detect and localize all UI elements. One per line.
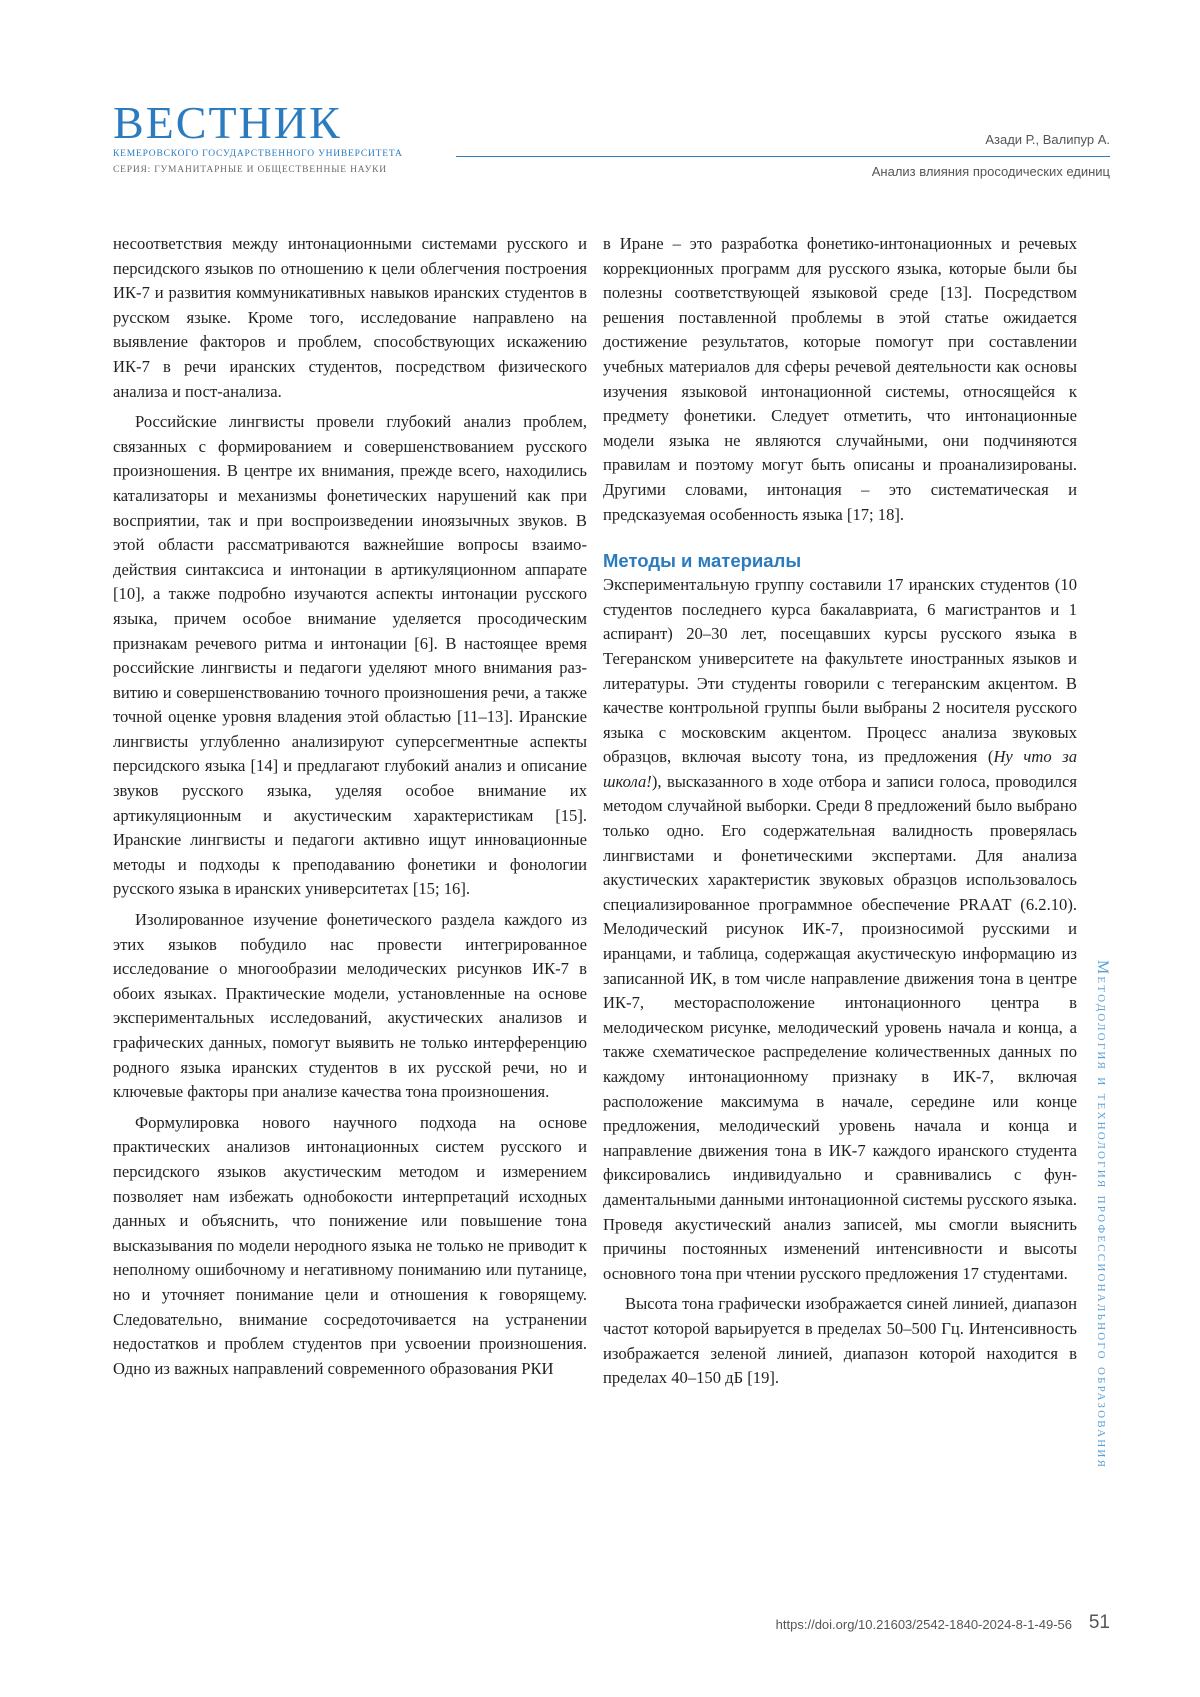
paragraph: Формулировка нового научного подхода на основе практических анализов интонационных систем русского и персидского языков акустическим методом и измерением позволяет нам избежать однобокости интерпретаций исходных данных и объяснить, что понижение или повышение тона высказывания по модели неродного языка не только не приводит к неполному ошибочному и негативному пониманию или путанице, но и уточняет понимание цели и отношения к говорящему. Следовательно, внимание сосредоточивается на устранении недостатков и проблем студентов при усвоении произношения. Одно из важных направлений современного образования РКИ bbox=[113, 1112, 587, 1378]
section-heading: Методы и материалы bbox=[603, 550, 802, 572]
paragraph: несоответствия между интонационными системами русского и персидского языков по отношению к цели облегчения построения ИК-7 и развития коммуникативных навыков иранских студентов в русском языке. Кроме того, исследование направлено на выявление факторов и проблем, способствующих искажению ИК-7 в речи иранских студентов, посредством физического анализа и пост-анализа. bbox=[113, 234, 587, 401]
running-head-authors: Азади Р., Валипур А. bbox=[985, 132, 1110, 147]
doi-link[interactable]: https://doi.org/10.21603/2542-1840-2024-8-1-49-56 bbox=[775, 1617, 1072, 1632]
journal-title: ВЕСТНИК bbox=[113, 97, 342, 148]
paragraph: Российские лингвисты провели глубокий анализ проблем, связанных с формированием и совершенствованием русского произношения. В центре их внимания, прежде всего, находились катализаторы и механизмы фонетических нарушений как при восприятии, так и при воспроизведении иноязычных звуков. В этой области рассматриваются важнейшие вопросы взаимодействия синтаксиса и интонации в артикуляционном аппарате [10], а также подробно изучаются аспекты интонации русского языка, причем особое внимание уделяется просодическим признакам речевого ритма и интонации [6]. В настоящее время российские лингвисты и педагоги уделяют много внимания развитию и совершенствованию точного произношения речи, а также точной оценке уровня владения этой областью [11–13]. Иранские лингвисты углубленно анализируют суперсегментные аспекты персидского языка [14] и предлагают глубокий анализ и описание звуков русского языка, уделяя особое внимание их артикуляционным и акустическим характеристикам [15]. Иранские лингвисты и педагоги активно ищут инновационные методы и подходы к преподаванию фонетики и фонологии русского языка в иранских университетах [15; 16]. bbox=[113, 412, 587, 899]
paragraph-text: Экспериментальную группу составили 17 иранских студентов (10 студентов последнего курса бакалавриата, 6 магистрантов и 1 аспирант) 20–30 лет, посещавших курсы русского языка в Тегеранском университете на факультете иностранных языков и литературы. Эти студенты говорили с тегеранским акцентом. В качестве контрольной группы были выбраны 2 носителя русского языка с московским акцентом. Процесс анализа звуковых образцов, включая высоту тона, из предложения ( bbox=[603, 575, 1077, 767]
page-number: 51 bbox=[1088, 1612, 1110, 1633]
journal-subtitle: КЕМЕРОВСКОГО ГОСУДАРСТВЕННОГО УНИВЕРСИТЕТА bbox=[113, 149, 403, 159]
journal-masthead bbox=[113, 97, 403, 176]
paragraph: в Иране – это разработка фонетико-интонационных и речевых коррекционных программ для русского языка, которые были бы полезны соответствующей языковой среде [13]. Посредством решения поставленной проблемы в этой статье ожидается достижение результатов, которые помогут при составлении учебных материалов для сферы речевой деятельности как основы изучения языковой интонационной системы, относящейся к предмету фонетики. Следует отметить, что интонационные модели языка не являются случайными, они подчиняются правилам и поэтому могут быть описаны и проанализированы. Другими словами, интонация – это систематическая и предсказуемая особенность языка [17; 18]. bbox=[603, 234, 1077, 524]
left-column bbox=[113, 232, 587, 1381]
paragraph: Высота тона графически изображается синей линией, диапазон частот которой варьируется в пределах 50–500 Гц. Интенсивность изображается зеленой линией, диапазон которой находится в пределах 40–150 дБ [19]. bbox=[603, 1294, 1077, 1388]
header-rule bbox=[456, 156, 1110, 157]
section-side-label: Методология и технология профессионального образования bbox=[1094, 960, 1111, 1470]
paragraph bbox=[603, 573, 1077, 1286]
right-column bbox=[603, 232, 1077, 1391]
paragraph: Изолированное изучение фонетического раздела каждого из этих языков побудило нас провести интегрированное исследование о многообразии мелодических рисунков ИК-7 в обоих языках. Практические модели, установленные на основе экспериментальных исследований, акустических анализов и графических данных, помогут выявить не только интерференцию родного языка иранских студентов в их русской речи, но и ключевые факторы при анализе качества тона произношения. bbox=[113, 910, 587, 1102]
journal-series: СЕРИЯ: ГУМАНИТАРНЫЕ И ОБЩЕСТВЕННЫЕ НАУКИ bbox=[113, 165, 387, 175]
example-sentence: Ну что за школа! bbox=[603, 747, 1077, 791]
paragraph-text: ), высказанного в ходе отбора и записи голоса, проводился методом случайной выборки. Среди 8 предложений было выбрано только одно. Его содержательная валидность проверялась лингвистами и фонетическими экспертами. Для анализа акустических характеристик звуковых образцов использовалось специализированное программное обеспечение PRAAT (6.2.10). Мелодический рисунок ИК-7, произносимой русскими и иранцами, и таблица, содержащая акустическую информацию из записанной ИК, в том числе направление движения тона в центре ИК-7, месторасположение интонационного центра в мелодическом рисунке, мелодический уровень начала и конца, а также схематическое распределение количественных данных по каждому интонационному признаку в ИК-7, включая расположение максимума в начале, середине или конце предложения, мелодический уровень начала и конца и направление движения тона в ИК-7 каждого иранского студента фиксировались индивидуально и сравнивались с фундаментальными данными интонационной системы русского языка. Проведя акустический анализ записей, мы смогли выяснить причины постоянных изменений интенсивности и высоты основного тона при чтении русского предложения 17 студентами. bbox=[603, 771, 1077, 1283]
running-head-article-title: Анализ влияния просодических единиц bbox=[871, 164, 1110, 179]
